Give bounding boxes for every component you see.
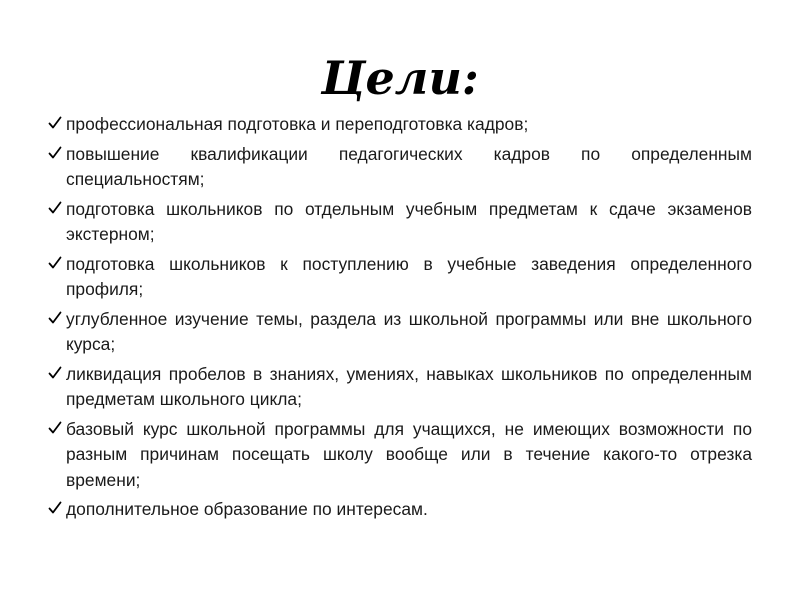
list-item-text: базовый курс школьной программы для учащихся, не имеющих возможности по разным причинам посещать школу вообще или в течение какого-то отрезка времени; — [66, 418, 752, 490]
list-item — [46, 142, 752, 193]
goals-list — [46, 112, 752, 527]
list-item — [46, 197, 752, 248]
checkmark-icon — [48, 311, 62, 325]
checkmark-icon — [48, 366, 62, 380]
list-item-text: углубленное изучение темы, раздела из школьной программы или вне школьного курса; — [66, 308, 752, 354]
list-item-text: дополнительное образование по интересам. — [66, 499, 428, 519]
checkmark-icon — [48, 501, 62, 515]
list-item-text: повышение квалификации педагогических кадров по определенным специальностям; — [66, 143, 752, 189]
checkmark-icon — [48, 146, 62, 160]
list-item — [46, 307, 752, 358]
list-item-text: подготовка школьников по отдельным учебным предметам к сдаче экзаменов экстерном; — [66, 198, 752, 244]
list-item — [46, 252, 752, 303]
list-item — [46, 362, 752, 413]
list-item-text: профессиональная подготовка и переподготовка кадров; — [66, 114, 529, 134]
checkmark-icon — [48, 116, 62, 130]
checkmark-icon — [48, 256, 62, 270]
list-item — [46, 112, 752, 138]
list-item — [46, 497, 752, 523]
list-item-text: ликвидация пробелов в знаниях, умениях, навыках школьников по определенным предметам школьного цикла; — [66, 363, 752, 409]
list-item-text: подготовка школьников к поступлению в учебные заведения определенного профиля; — [66, 253, 752, 299]
checkmark-icon — [48, 421, 62, 435]
checkmark-icon — [48, 201, 62, 215]
list-item — [46, 417, 752, 494]
slide-title: Цели: — [321, 51, 479, 105]
